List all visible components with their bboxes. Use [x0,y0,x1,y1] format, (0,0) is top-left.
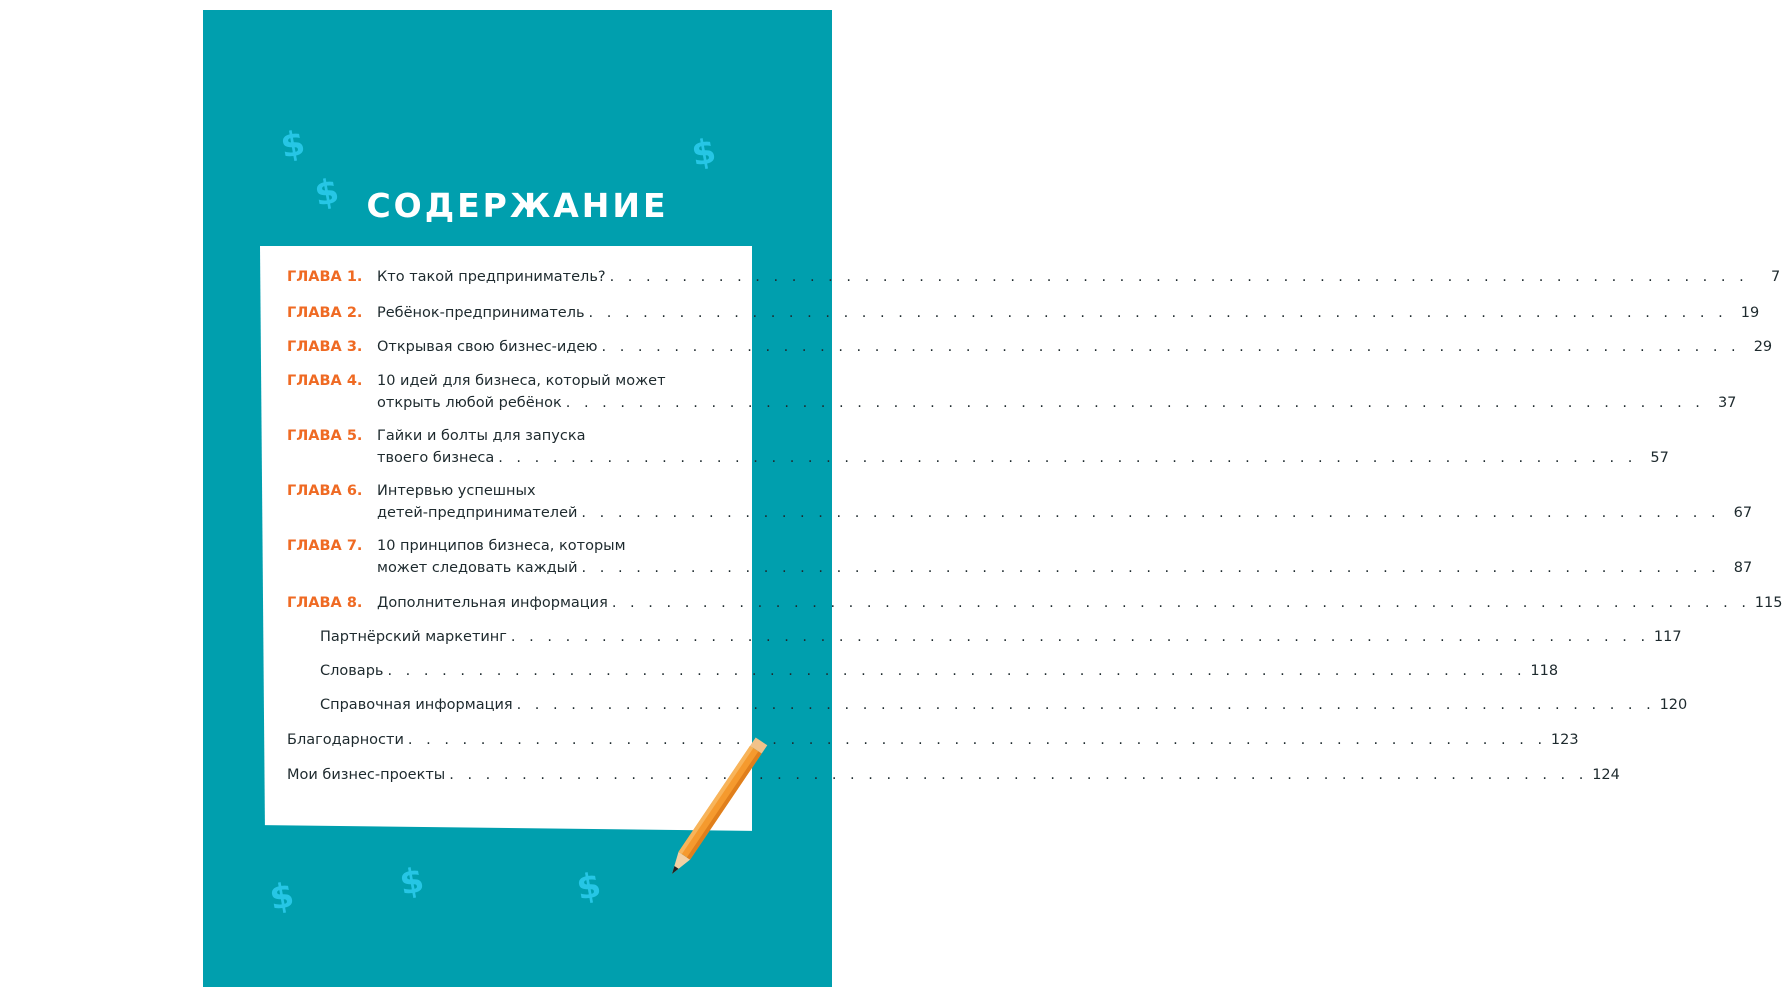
table-of-contents [287,266,1782,786]
subitem-title: Справочная информация [320,697,513,713]
dot-leader [566,392,1705,414]
dot-leader [408,729,1547,751]
dollar-icon: $ [311,171,342,215]
chapter-title: Гайки и болты для запуска [377,428,586,444]
dot-leader [612,592,1751,614]
toc-chapter-3[interactable] [287,336,1773,358]
dot-leader [517,694,1656,716]
toc-acknowledgements[interactable] [287,729,1579,751]
chapter-title: Интервью успешных [377,483,536,499]
dot-leader [610,266,1749,288]
toc-subitem[interactable] [287,694,1688,716]
chapter-label: ГЛАВА 8. [287,595,363,611]
subitem-title: Словарь [320,663,384,679]
page-number: 7 [1770,269,1781,285]
chapter-label: ГЛАВА 4. [287,373,363,389]
page-number: 67 [1733,505,1753,521]
dot-leader [602,336,1741,358]
page-number: 123 [1550,732,1579,748]
page-number: 120 [1659,697,1688,713]
dollar-icon: $ [396,860,427,904]
page-number: 37 [1717,395,1737,411]
dollar-icon: $ [688,131,719,175]
chapter-label: ГЛАВА 7. [287,538,363,554]
subitem-title: Партнёрский маркетинг [320,629,507,645]
dot-leader [498,447,1637,469]
toc-chapter-7[interactable] [287,535,1753,579]
page-number: 29 [1753,339,1773,355]
page-number: 115 [1754,595,1782,611]
page-number: 87 [1733,560,1753,576]
page-number: 57 [1650,450,1669,466]
chapter-title: Открывая свою бизнес-идею [377,339,598,355]
toc-chapter-2[interactable] [287,302,1760,324]
dollar-icon: $ [266,875,297,919]
dot-leader [581,502,1720,524]
dot-leader [387,660,1526,682]
dollar-icon: $ [573,865,604,909]
chapter-title: Ребёнок-предприниматель [377,305,585,321]
item-title: Мои бизнес-проекты [287,767,446,783]
dollar-icon: $ [277,123,308,167]
chapter-title: Дополнительная информация [377,595,608,611]
dot-leader [449,764,1588,786]
toc-chapter-6[interactable] [287,480,1753,524]
chapter-title: 10 идей для бизнеса, который может [377,373,666,389]
chapter-title: 10 принципов бизнеса, которым [377,538,626,554]
chapter-title: твоего бизнеса [377,450,495,466]
chapter-label: ГЛАВА 3. [287,339,363,355]
chapter-label: ГЛАВА 1. [287,269,363,285]
chapter-title: детей-предпринимателей [377,505,578,521]
chapter-label: ГЛАВА 6. [287,483,363,499]
toc-my-projects[interactable] [287,764,1620,786]
page-title: СОДЕРЖАНИЕ [366,186,669,225]
toc-chapter-8[interactable] [287,592,1782,614]
chapter-label: ГЛАВА 5. [287,428,363,444]
page-number: 118 [1530,663,1559,679]
dot-leader [511,626,1650,648]
toc-chapter-1[interactable] [287,266,1781,288]
toc-chapter-4[interactable] [287,370,1737,414]
dot-leader [589,302,1728,324]
chapter-title: Кто такой предприниматель? [377,269,606,285]
dot-leader [582,557,1721,579]
toc-subitem[interactable] [287,660,1559,682]
item-title: Благодарности [287,732,404,748]
page-number: 19 [1740,305,1760,321]
page-number: 117 [1653,629,1682,645]
toc-subitem[interactable] [287,626,1682,648]
chapter-label: ГЛАВА 2. [287,305,363,321]
chapter-title: открыть любой ребёнок [377,395,562,411]
page-number: 124 [1592,767,1620,783]
pencil-icon [664,724,794,884]
chapter-title: может следовать каждый [377,560,578,576]
toc-chapter-5[interactable] [287,425,1669,469]
